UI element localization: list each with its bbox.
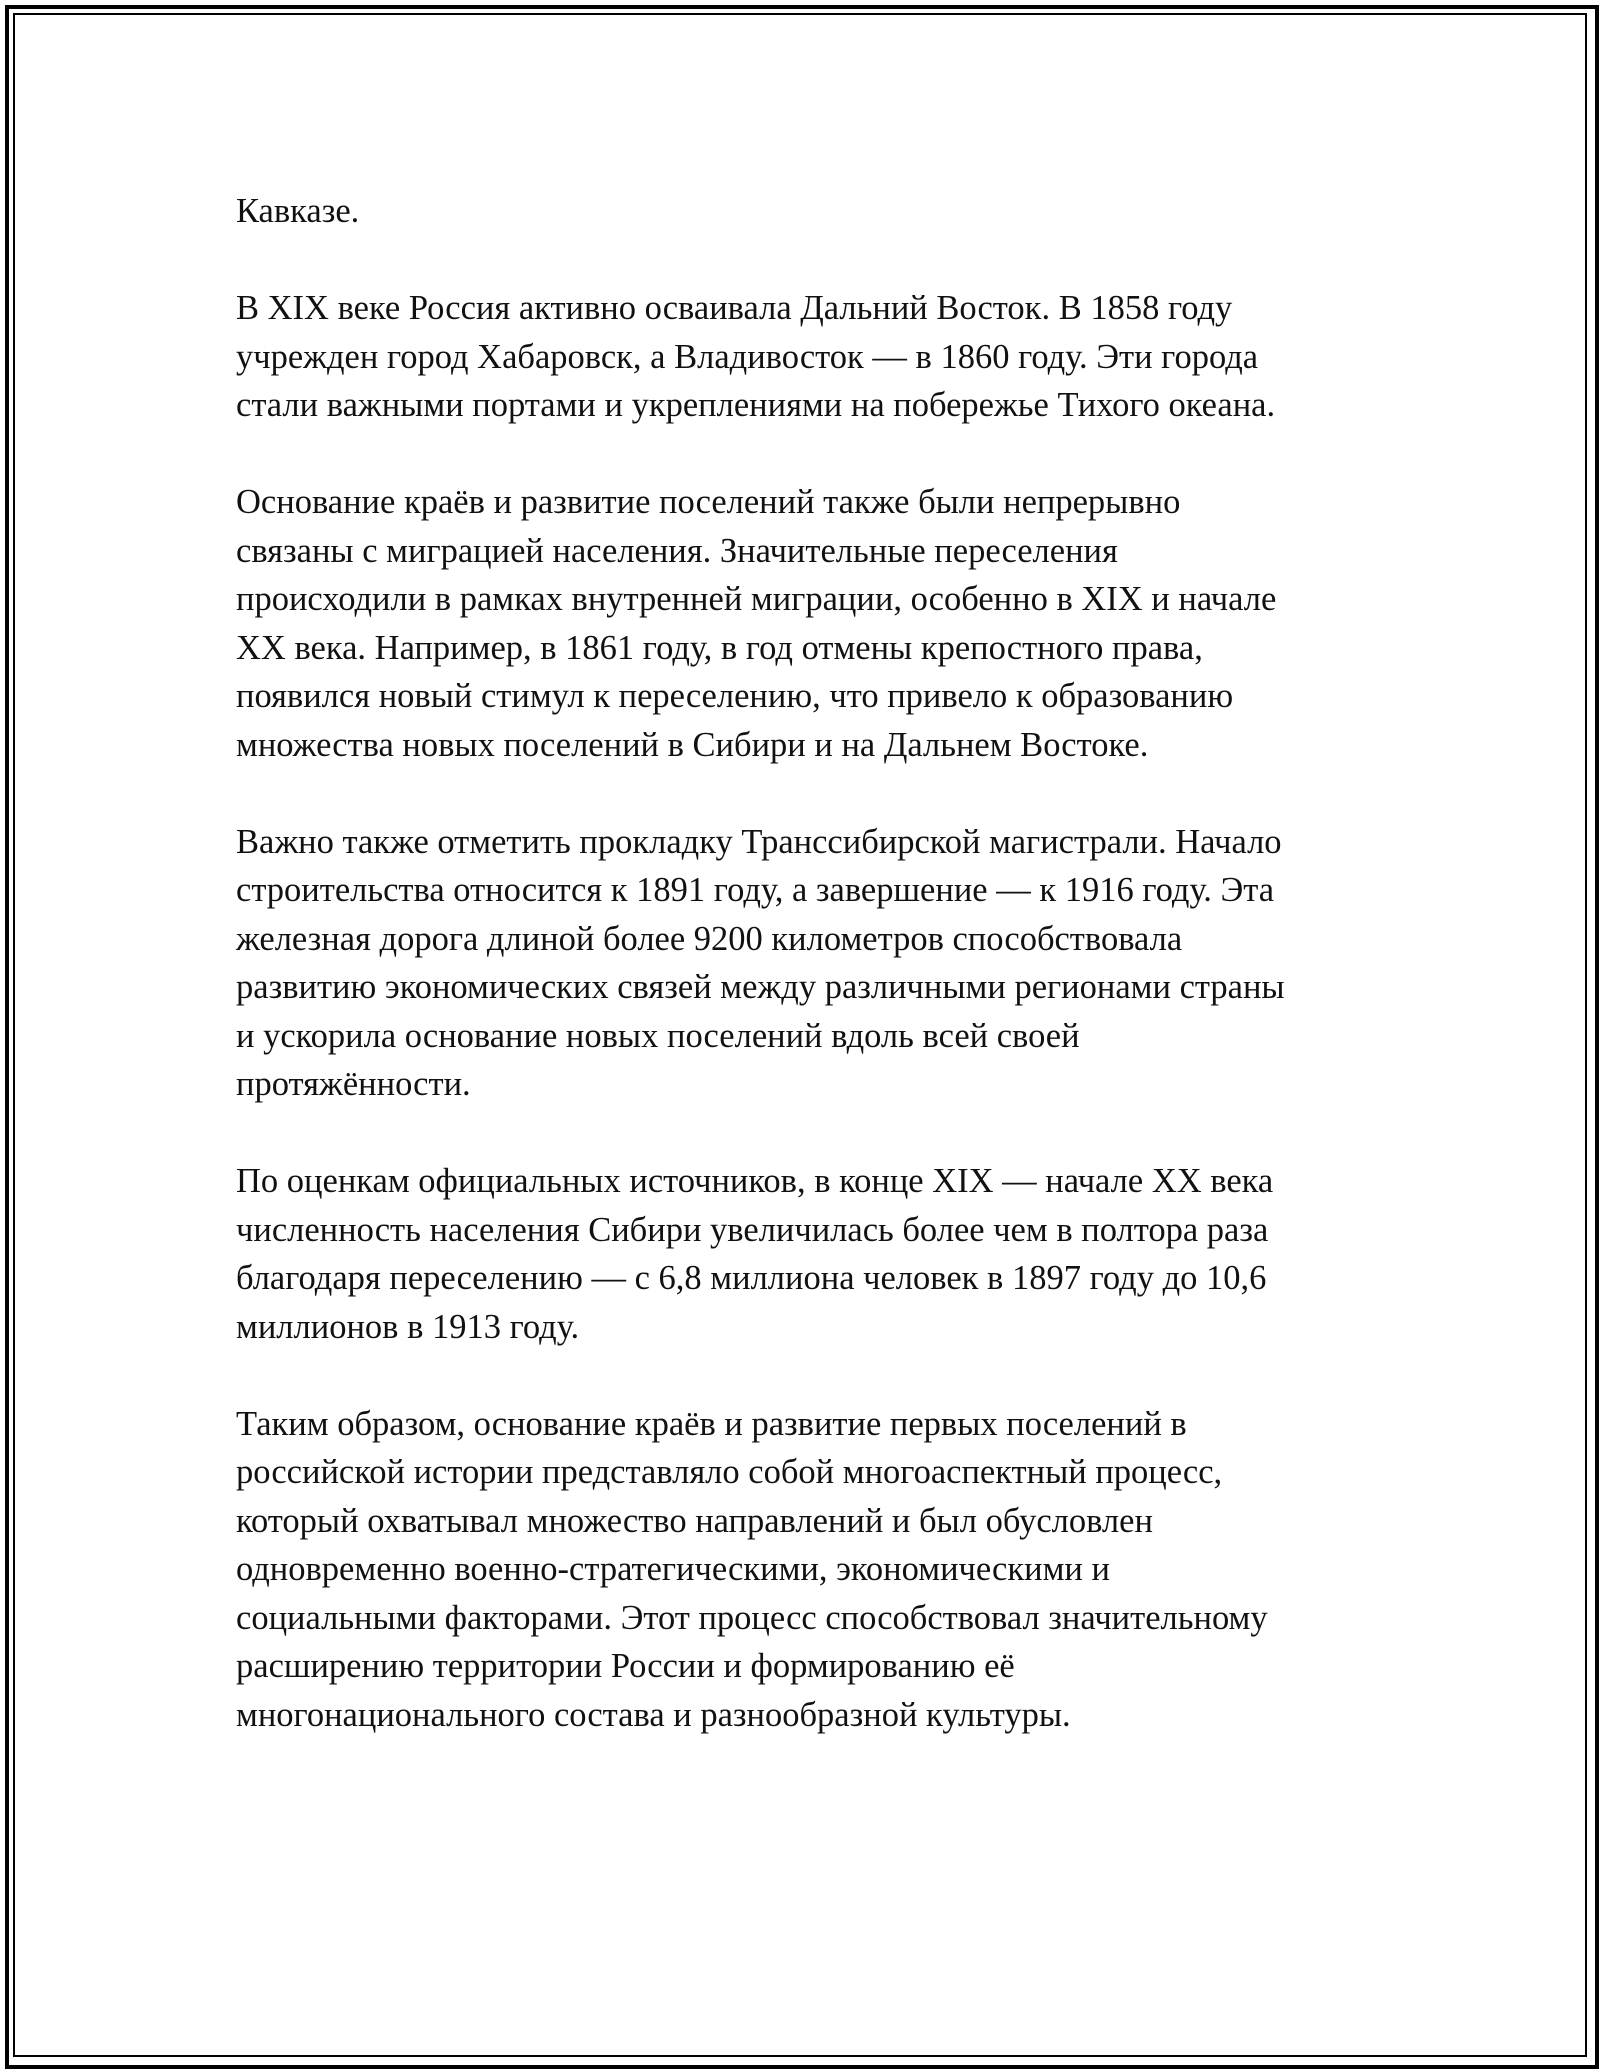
paragraph-far-east: В XIX веке Россия активно осваивала Дальний Восток. В 1858 году учрежден город Хабаровск, а Владивосток — в 1860 году. Эти города стали важными портами и укреплениями на побережье Тихого океана. [236, 289, 1276, 424]
paragraph-population: По оценкам официальных источников, в конце XIX — начале XX века численность населения Сибири увеличилась более чем в полтора раза благодаря переселению — с 6,8 миллиона человек в 1897 году до 10,6 миллионов в 1913 году. [236, 1162, 1274, 1346]
paragraph-conclusion: Таким образом, основание краёв и развитие первых поселений в российской истории представляло собой многоаспектный процесс, который охватывал множество направлений и был обусловлен одновременно военно-стратегическими, экономическими и социальными факторами. Этот процесс способствовал значительному расширению территории России и формированию её многонационального состава и разнообразной культуры. [236, 1404, 1268, 1734]
paragraph-continuation: Кавказе. [236, 192, 360, 230]
paragraph-migration: Основание краёв и развитие поселений также были непрерывно связаны с миграцией населения. Значительные переселения происходили в рамках внутренней миграции, особенно в XIX и начале XX века. Например, в 1861 году, в год отмены крепостного права, появился новый стимул к переселению, что привело к образованию множества новых поселений в Сибири и на Дальнем Востоке. [236, 483, 1277, 764]
document-body [236, 187, 1376, 1788]
paragraph-trans-siberian: Важно также отметить прокладку Транссибирской магистрали. Начало строительства относится к 1891 году, а завершение — к 1916 году. Эта железная дорога длиной более 9200 километров способствовала развитию экономических связей между различными регионами страны и ускорила основание новых поселений вдоль всей своей протяжённости. [236, 822, 1285, 1103]
